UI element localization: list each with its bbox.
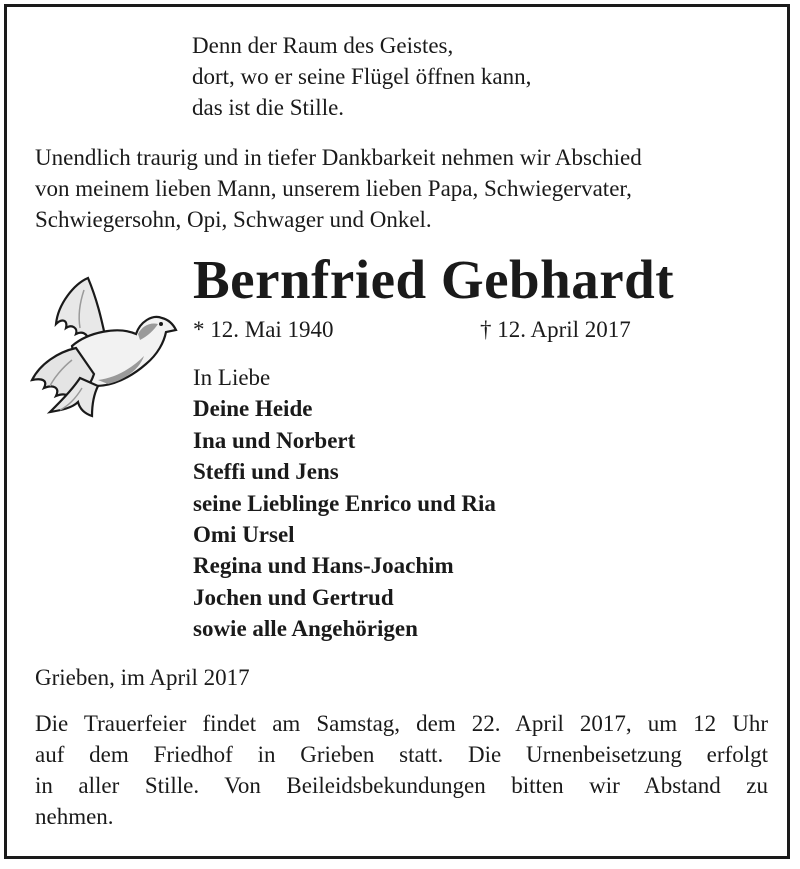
poem-line: das ist die Stille. xyxy=(192,95,345,120)
family-member: Omi Ursel xyxy=(193,522,295,548)
deceased-name: Bernfried Gebhardt xyxy=(193,249,675,310)
family-member: Deine Heide xyxy=(193,396,313,422)
family-member: Ina und Norbert xyxy=(193,427,356,453)
poem xyxy=(192,30,531,123)
poem-line: dort, wo er seine Flügel öffnen kann, xyxy=(192,64,532,89)
poem-line: Denn der Raum des Geistes, xyxy=(192,33,454,58)
birth-date: * 12. Mai 1940 xyxy=(193,317,334,342)
service-info xyxy=(35,708,768,832)
intro-line: Schwiegersohn, Opi, Schwager und Onkel. xyxy=(35,207,432,232)
family-member: seine Lieblinge Enrico und Ria xyxy=(193,490,496,516)
intro-text xyxy=(35,142,770,235)
family-member: Regina und Hans-Joachim xyxy=(193,553,454,579)
service-line: in aller Stille. Von Beileidsbekundungen bitten wir Abstand zu xyxy=(35,773,768,798)
place-date: Grieben, im April 2017 xyxy=(35,665,250,690)
intro-line: von meinem lieben Mann, unserem lieben Papa, Schwiegervater, xyxy=(35,176,632,201)
family-list xyxy=(193,362,496,645)
dove-icon xyxy=(28,268,178,420)
family-member: Jochen und Gertrud xyxy=(193,584,394,610)
service-line: auf dem Friedhof in Grieben statt. Die Urnenbeisetzung erfolgt xyxy=(35,742,768,767)
family-member: Steffi und Jens xyxy=(193,459,339,485)
intro-line: Unendlich traurig und in tiefer Dankbarkeit nehmen wir Abschied xyxy=(35,145,642,170)
service-line: Die Trauerfeier findet am Samstag, dem 22. April 2017, um 12 Uhr xyxy=(35,711,768,736)
service-line: nehmen. xyxy=(35,804,114,829)
family-member: sowie alle Angehörigen xyxy=(193,616,418,642)
death-date: † 12. April 2017 xyxy=(480,317,631,342)
family-lead: In Liebe xyxy=(193,365,271,390)
